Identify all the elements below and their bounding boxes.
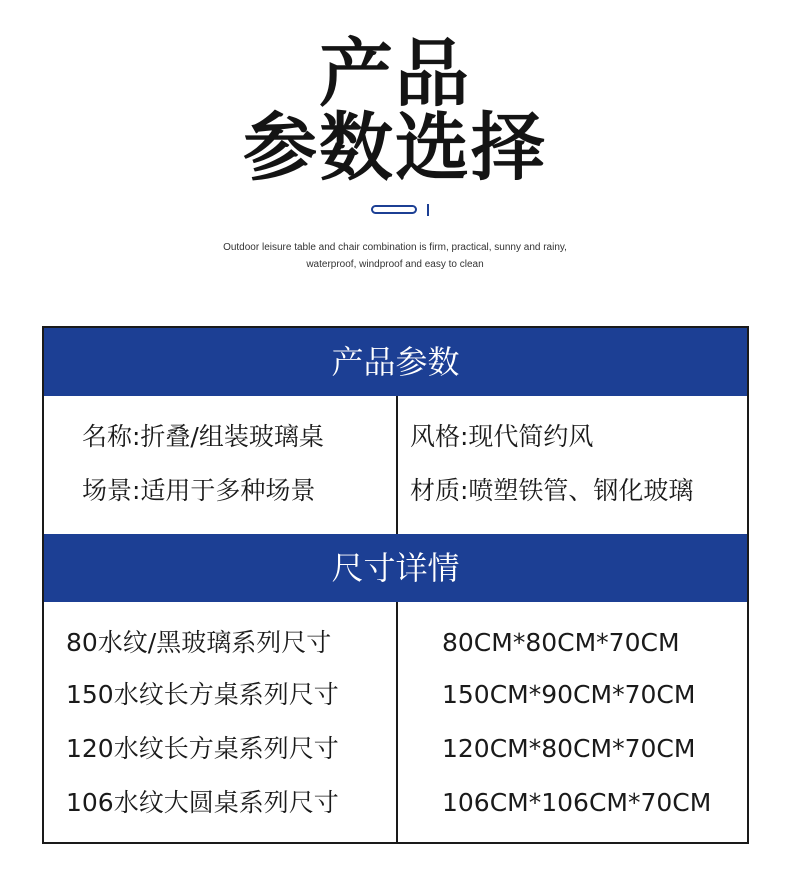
param-scene: 场景:适用于多种场景 [82,476,316,505]
size-row-dimensions: 80CM*80CM*70CM [442,628,680,657]
param-style: 风格:现代简约风 [410,422,594,451]
subtitle-line1: Outdoor leisure table and chair combination is firm, practical, sunny and rainy, [223,242,567,253]
page-title-line2: 参数选择 [243,105,547,191]
size-row-dimensions: 120CM*80CM*70CM [442,734,696,763]
decorative-bar [427,204,429,216]
page-title-line1: 产品 [319,31,471,117]
size-divider [396,602,398,842]
spec-table [42,326,749,844]
param-material: 材质:喷塑铁管、钢化玻璃 [410,476,694,505]
param-name: 名称:折叠/组装玻璃桌 [82,422,324,451]
decorative-pill [371,205,417,214]
params-heading: 产品参数 [44,328,747,396]
size-heading: 尺寸详情 [44,534,747,602]
size-row-series: 150水纹长方桌系列尺寸 [66,680,339,709]
size-row-series: 80水纹/黑玻璃系列尺寸 [66,628,332,657]
size-row-series: 120水纹长方桌系列尺寸 [66,734,339,763]
size-row-series: 106水纹大圆桌系列尺寸 [66,788,339,817]
params-divider [396,396,398,534]
subtitle-line2: waterproof, windproof and easy to clean [306,259,484,270]
size-row-dimensions: 106CM*106CM*70CM [442,788,712,817]
size-row-dimensions: 150CM*90CM*70CM [442,680,696,709]
